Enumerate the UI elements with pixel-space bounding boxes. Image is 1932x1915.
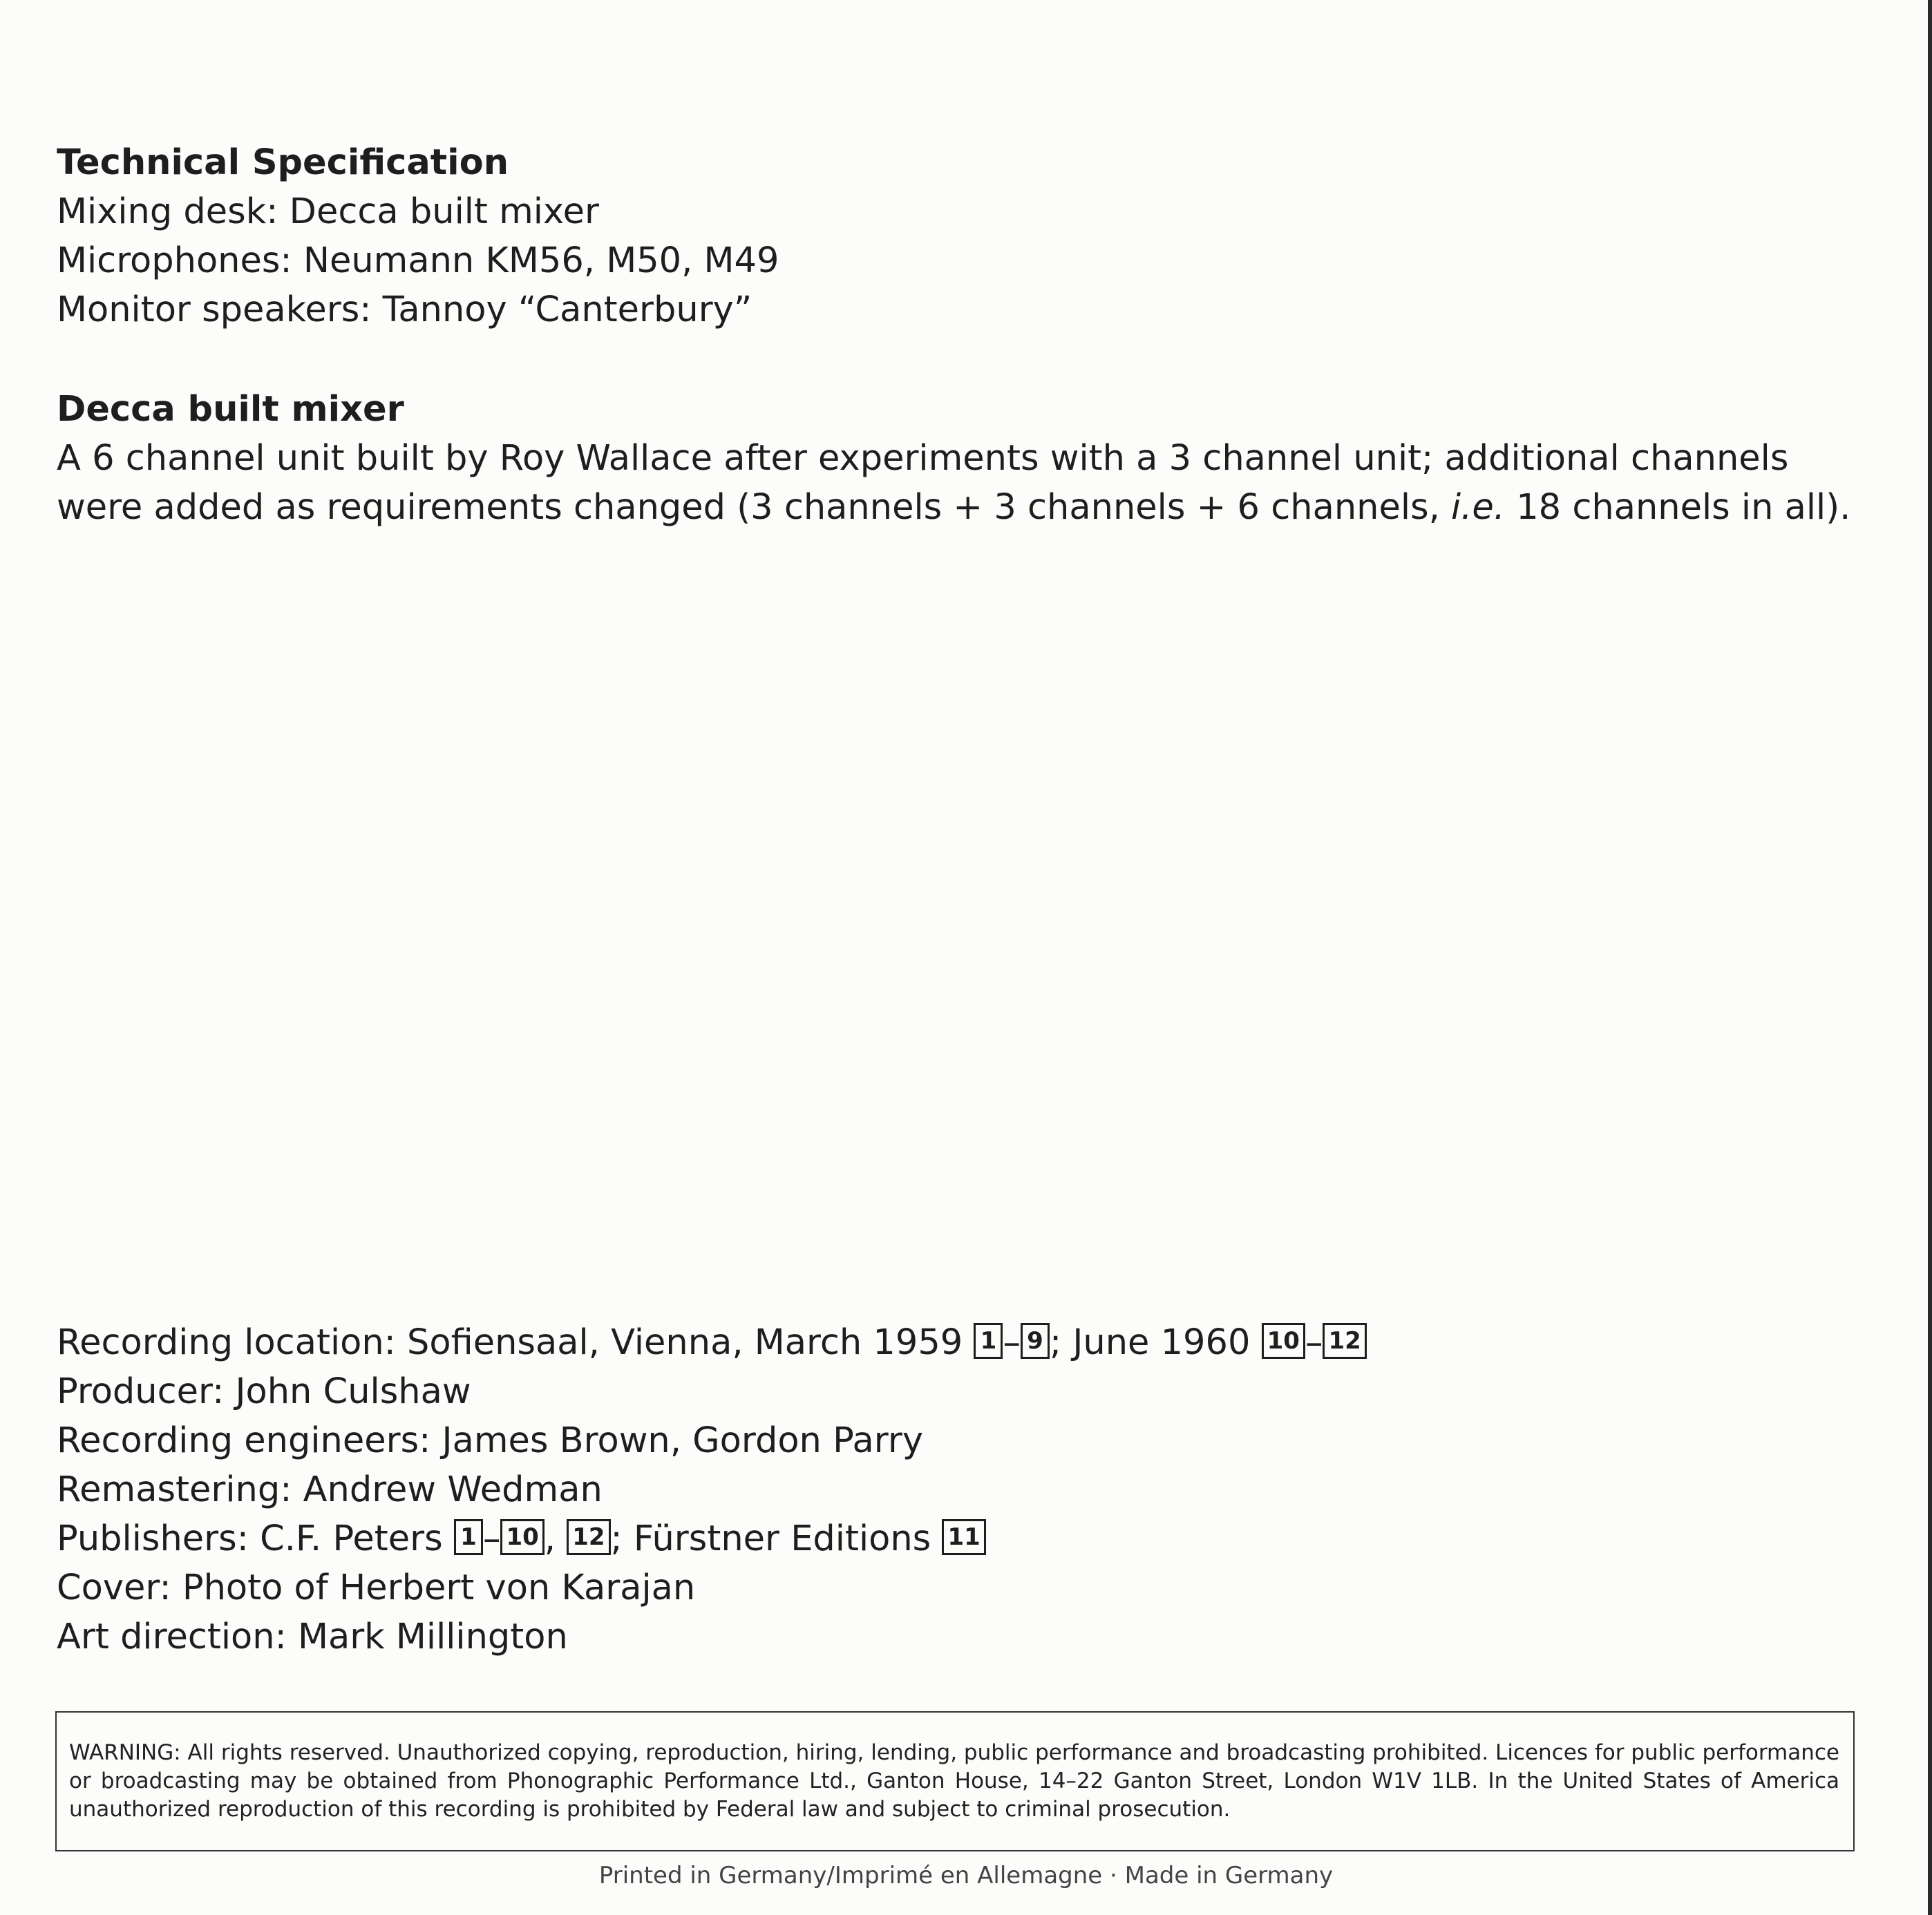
technical-heading: Technical Specification — [57, 142, 509, 183]
recording-location-line — [57, 1318, 1367, 1367]
warning-box: WARNING: All rights reserved. Unauthorized copying, reproduction, hiring, lending, public performance and broadcasting prohibited. Licences for public performance or broadcasting may be obtained from Phonographic Performance Ltd., Ganton House, 14–22 Ganton Street, London W1V 1LB. In the United States of America unauthorized reproduction of this recording is prohibited by Federal law and subject to criminal prosecution. — [55, 1711, 1855, 1851]
mixer-line2-start: were added as requirements changed (3 channels + 3 channels + 6 channels, — [57, 487, 1440, 528]
range-dash: – — [482, 1518, 501, 1559]
mixer-heading: Decca built mixer — [57, 389, 404, 430]
track-box: 1 — [974, 1323, 1003, 1359]
monitor-speakers-line: Monitor speakers: Tannoy “Canterbury” — [57, 289, 752, 330]
track-box: 12 — [567, 1519, 610, 1555]
mixer-description-line-2 — [57, 483, 1850, 532]
track-box: 12 — [1323, 1323, 1366, 1359]
recording-location-june: ; June 1960 — [1049, 1322, 1251, 1363]
recording-location-label: Recording location: Sofiensaal, Vienna, March 1959 — [57, 1322, 963, 1363]
mixing-desk-line: Mixing desk: Decca built mixer — [57, 191, 599, 232]
microphones-line: Microphones: Neumann KM56, M50, M49 — [57, 240, 779, 281]
cover-line: Cover: Photo of Herbert von Karajan — [57, 1568, 696, 1608]
ie-abbreviation: i.e. — [1451, 487, 1506, 528]
publishers-furstner: ; Fürstner Editions — [610, 1518, 931, 1559]
decca-mixer-section — [57, 385, 1850, 532]
recording-credits-section — [57, 1318, 1367, 1661]
producer-line: Producer: John Culshaw — [57, 1371, 471, 1412]
mixer-description-line-1: A 6 channel unit built by Roy Wallace after experiments with a 3 channel unit; additional channels — [57, 438, 1789, 479]
track-box: 1 — [454, 1519, 483, 1555]
engineers-line: Recording engineers: James Brown, Gordon Parry — [57, 1420, 924, 1461]
publishers-label: Publishers: C.F. Peters — [57, 1518, 443, 1559]
page-edge — [1928, 0, 1932, 1915]
track-box: 10 — [500, 1519, 544, 1555]
mixer-line2-end: 18 channels in all). — [1516, 487, 1851, 528]
range-dash: – — [1305, 1322, 1323, 1363]
publishers-comma: , — [544, 1518, 556, 1559]
remastering-line: Remastering: Andrew Wedman — [57, 1469, 603, 1510]
track-box: 10 — [1262, 1323, 1305, 1359]
range-dash: – — [1003, 1322, 1021, 1363]
printed-in-footer: Printed in Germany/Imprimé en Allemagne · Made in Germany — [598, 1862, 1334, 1889]
track-box: 11 — [942, 1519, 985, 1555]
track-box: 9 — [1021, 1323, 1050, 1359]
publishers-line — [57, 1514, 1367, 1563]
art-direction-line: Art direction: Mark Millington — [57, 1617, 568, 1657]
technical-specification-section — [57, 138, 779, 334]
